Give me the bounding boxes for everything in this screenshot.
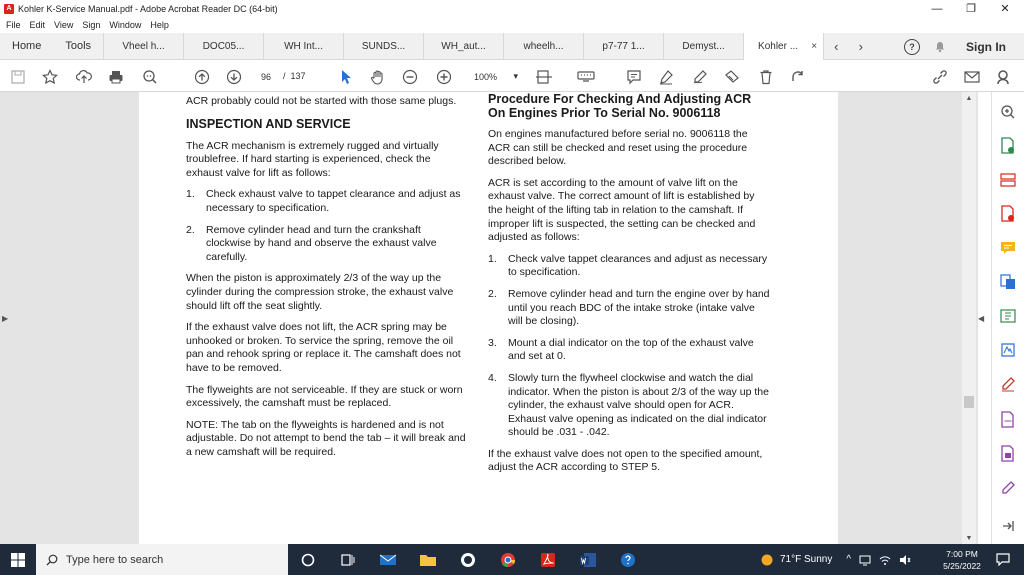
right-tools-panel bbox=[991, 92, 1024, 544]
step-number: 1. bbox=[186, 188, 195, 201]
windows-start-button[interactable] bbox=[0, 544, 36, 575]
document-tab[interactable]: DOC05... bbox=[183, 33, 263, 60]
acrobat-app-icon: A bbox=[4, 4, 14, 14]
more-tools-icon[interactable] bbox=[998, 478, 1018, 498]
restore-button[interactable]: ❐ bbox=[966, 3, 976, 15]
collapse-right-panel-icon[interactable]: ◀ bbox=[978, 314, 985, 323]
step-number: 3. bbox=[488, 336, 497, 349]
minimize-button[interactable]: — bbox=[931, 2, 943, 15]
mail-app-icon[interactable] bbox=[368, 544, 408, 575]
paragraph: ACR probably could not be started with those same plugs. bbox=[186, 95, 457, 107]
hand-tool-icon[interactable] bbox=[368, 67, 388, 87]
page-number-input[interactable] bbox=[252, 68, 280, 85]
step-number: 2. bbox=[186, 223, 195, 236]
zoom-level-select[interactable] bbox=[470, 68, 522, 85]
step-number: 2. bbox=[488, 287, 497, 300]
paragraph: If the exhaust valve does not open to the specified amount, adjust the ACR according to STEP 5. bbox=[488, 447, 763, 474]
bookmark-star-icon[interactable] bbox=[40, 67, 60, 87]
edit-pdf-icon[interactable] bbox=[998, 306, 1018, 326]
zoom-level-value: 100% bbox=[474, 71, 498, 82]
search-icon bbox=[46, 554, 58, 566]
tab-home[interactable]: Home bbox=[12, 40, 42, 52]
draw-pencil-icon[interactable] bbox=[690, 67, 710, 87]
paragraph: If the exhaust valve does not lift, the ACR spring may be unhooked or broken. To service the spring, remove the oil pan and rehook spring or replace it. The camshaft does not have to be removed. bbox=[186, 321, 461, 374]
step-number: 4. bbox=[488, 371, 497, 384]
word-icon[interactable] bbox=[568, 544, 608, 575]
document-tab[interactable]: WH Int... bbox=[263, 33, 343, 60]
vertical-scrollbar[interactable] bbox=[962, 92, 976, 544]
list-item bbox=[488, 253, 770, 280]
scrollbar-thumb[interactable] bbox=[964, 396, 974, 408]
upload-cloud-icon[interactable] bbox=[74, 67, 94, 87]
page-total-label bbox=[283, 71, 306, 81]
protect-icon[interactable] bbox=[998, 444, 1018, 464]
list-item bbox=[488, 288, 770, 329]
system-clock[interactable] bbox=[938, 548, 986, 572]
main-toolbar bbox=[0, 61, 1024, 92]
page-separator: / bbox=[283, 71, 286, 81]
paragraph: When the piston is approximately 2/3 of the way up the cylinder during the compression stroke, the exhaust valve should lift off the seat slightly. bbox=[186, 272, 454, 312]
tab-bar-right bbox=[904, 33, 1024, 60]
list-item bbox=[488, 372, 770, 440]
document-tab[interactable]: wheelh... bbox=[503, 33, 583, 60]
paragraph: On engines manufactured before serial no. 9006118 the ACR can still be checked and reset using the procedure described below. bbox=[488, 128, 748, 168]
window-title: Kohler K-Service Manual.pdf - Adobe Acrobat Reader DC (64-bit) bbox=[18, 3, 278, 14]
document-tab[interactable]: Vheel h... bbox=[103, 33, 183, 60]
scroll-down-icon[interactable]: ▼ bbox=[965, 535, 973, 542]
expand-left-panel-icon[interactable]: ▶ bbox=[2, 314, 9, 323]
network-icon[interactable] bbox=[859, 554, 871, 566]
document-tab-active[interactable] bbox=[743, 33, 823, 60]
page-fit-icon[interactable] bbox=[534, 67, 554, 87]
step-text: Slowly turn the flywheel clockwise and watch the dial indicator. When the piston is about 2/3 of the way up the cylinder, the exhaust valve should open for ACR. Exhaust valve opening as indicated on the dial indicator should be .031 - .042. bbox=[508, 371, 769, 439]
close-window-button[interactable]: ✕ bbox=[1000, 3, 1010, 15]
step-text: Mount a dial indicator on the top of the exhaust valve and set at 0. bbox=[508, 336, 754, 363]
task-view-icon[interactable] bbox=[328, 544, 368, 575]
tab-tools[interactable]: Tools bbox=[65, 40, 92, 52]
clock-date: 5/25/2022 bbox=[943, 561, 981, 571]
paragraph: NOTE: The tab on the flyweights is hardened and is not adjustable. Do not attempt to bend the tab – it will break and a new camshaft will be required. bbox=[186, 418, 466, 458]
step-text: Remove cylinder head and turn the crankshaft clockwise by hand and observe the exhaust valve carefully. bbox=[206, 223, 437, 263]
comment-tool-icon[interactable] bbox=[998, 238, 1018, 258]
help-icon[interactable]: ? bbox=[904, 39, 920, 55]
delete-trash-icon[interactable] bbox=[756, 67, 776, 87]
previous-page-icon[interactable] bbox=[192, 67, 212, 87]
paragraph: The flyweights are not serviceable. If they are stuck or worn excessively, the camshaft must be replaced. bbox=[186, 383, 463, 410]
zoom-search-icon[interactable] bbox=[140, 67, 160, 87]
menu-sign[interactable]: Sign bbox=[82, 20, 101, 30]
menu-edit[interactable]: Edit bbox=[29, 20, 46, 30]
document-tab[interactable]: SUNDS... bbox=[343, 33, 423, 60]
print-icon[interactable] bbox=[106, 67, 126, 87]
stamp-icon[interactable] bbox=[722, 67, 742, 87]
window-titlebar bbox=[0, 0, 1024, 17]
media-player-icon[interactable] bbox=[448, 544, 488, 575]
step-number: 1. bbox=[488, 252, 497, 265]
chrome-icon[interactable] bbox=[488, 544, 528, 575]
list-item bbox=[488, 337, 770, 364]
tab-scroll-controls bbox=[823, 33, 873, 60]
paragraph: The ACR mechanism is extremely rugged and virtually troublefree. If hard starting is experienced, check the exhaust valve for lift as follows: bbox=[186, 139, 439, 179]
taskbar-search-placeholder: Type here to search bbox=[66, 553, 164, 566]
sign-in-button[interactable]: Sign In bbox=[966, 39, 1006, 54]
menu-window[interactable]: Window bbox=[109, 20, 142, 30]
menu-file[interactable]: File bbox=[6, 20, 21, 30]
email-icon[interactable] bbox=[962, 67, 982, 87]
export-pdf-icon[interactable] bbox=[998, 136, 1018, 156]
tab-next-icon[interactable]: › bbox=[858, 38, 863, 54]
taskbar-search-input[interactable] bbox=[36, 544, 288, 575]
windows-taskbar bbox=[0, 544, 1024, 575]
document-tab-label: Kohler ... bbox=[758, 40, 799, 52]
scroll-up-icon[interactable]: ▲ bbox=[965, 95, 973, 102]
organize-pages-icon[interactable] bbox=[998, 170, 1018, 190]
combine-files-icon[interactable] bbox=[998, 272, 1018, 292]
left-column bbox=[186, 92, 466, 467]
weather-widget[interactable] bbox=[760, 544, 911, 575]
create-pdf-icon[interactable] bbox=[998, 204, 1018, 224]
fill-sign-icon[interactable] bbox=[998, 340, 1018, 360]
notification-bell-icon[interactable] bbox=[934, 41, 946, 53]
acrobat-taskbar-icon[interactable] bbox=[528, 544, 568, 575]
send-for-review-icon[interactable] bbox=[998, 410, 1018, 430]
notifications-icon[interactable] bbox=[996, 552, 1010, 571]
save-icon[interactable] bbox=[8, 67, 28, 87]
clock-time: 7:00 PM bbox=[946, 549, 978, 559]
zoom-tool-icon[interactable] bbox=[998, 102, 1018, 122]
step-text: Remove cylinder head and turn the engine over by hand until you reach BDC of the intake stroke (intake valve will be closing). bbox=[508, 287, 770, 328]
help-app-icon[interactable] bbox=[608, 544, 648, 575]
rotate-icon[interactable] bbox=[788, 67, 808, 87]
paragraph: ACR is set according to the amount of valve lift on the exhaust valve. The correct amount of lift is established by the height of the lifting tab in relation to the camshaft. If improper lift is suspected, the setting can be checked and adjusted as follows: bbox=[488, 176, 756, 244]
menu-view[interactable]: View bbox=[54, 20, 74, 30]
document-tab[interactable]: Demyst... bbox=[663, 33, 743, 60]
chevron-down-icon: ▾ bbox=[513, 71, 518, 81]
section-heading: Procedure For Checking And Adjusting ACR On Engines Prior To Serial No. 9006118 bbox=[488, 92, 752, 120]
file-explorer-icon[interactable] bbox=[408, 544, 448, 575]
close-tab-icon[interactable]: × bbox=[811, 40, 818, 52]
pdf-page bbox=[139, 92, 838, 544]
keyboard-tool-icon[interactable] bbox=[576, 67, 596, 87]
zoom-out-icon[interactable] bbox=[400, 67, 420, 87]
volume-icon[interactable] bbox=[899, 554, 911, 566]
right-column bbox=[488, 92, 770, 483]
cortana-icon[interactable] bbox=[288, 544, 328, 575]
document-tab[interactable]: WH_aut... bbox=[423, 33, 503, 60]
document-tab[interactable]: p7-77 1... bbox=[583, 33, 663, 60]
highlight-pen-icon[interactable] bbox=[656, 67, 676, 87]
comment-icon[interactable] bbox=[624, 67, 644, 87]
step-text: Check exhaust valve to tappet clearance and adjust as necessary to specification. bbox=[206, 188, 461, 214]
tab-bar bbox=[0, 33, 1024, 60]
collapse-panel-icon[interactable] bbox=[998, 516, 1018, 536]
section-heading: INSPECTION AND SERVICE bbox=[186, 116, 351, 131]
chevron-up-icon[interactable]: ^ bbox=[846, 554, 852, 565]
list-item bbox=[186, 188, 466, 215]
sunny-icon bbox=[760, 553, 774, 567]
wifi-icon[interactable] bbox=[879, 554, 891, 566]
step-text: Check valve tappet clearances and adjust as necessary to specification. bbox=[508, 252, 768, 279]
zoom-in-icon[interactable] bbox=[434, 67, 454, 87]
menu-help[interactable]: Help bbox=[150, 20, 169, 30]
next-page-icon[interactable] bbox=[224, 67, 244, 87]
share-user-icon[interactable] bbox=[994, 67, 1014, 87]
page-total-value: 137 bbox=[290, 71, 306, 81]
link-tool-icon[interactable] bbox=[930, 67, 950, 87]
menu-bar bbox=[0, 17, 1024, 33]
select-cursor-icon[interactable] bbox=[336, 67, 356, 87]
tab-prev-icon[interactable]: ‹ bbox=[834, 38, 839, 54]
list-item bbox=[186, 224, 466, 265]
weather-text: 71°F Sunny bbox=[780, 554, 833, 565]
sign-pen-icon[interactable] bbox=[998, 374, 1018, 394]
